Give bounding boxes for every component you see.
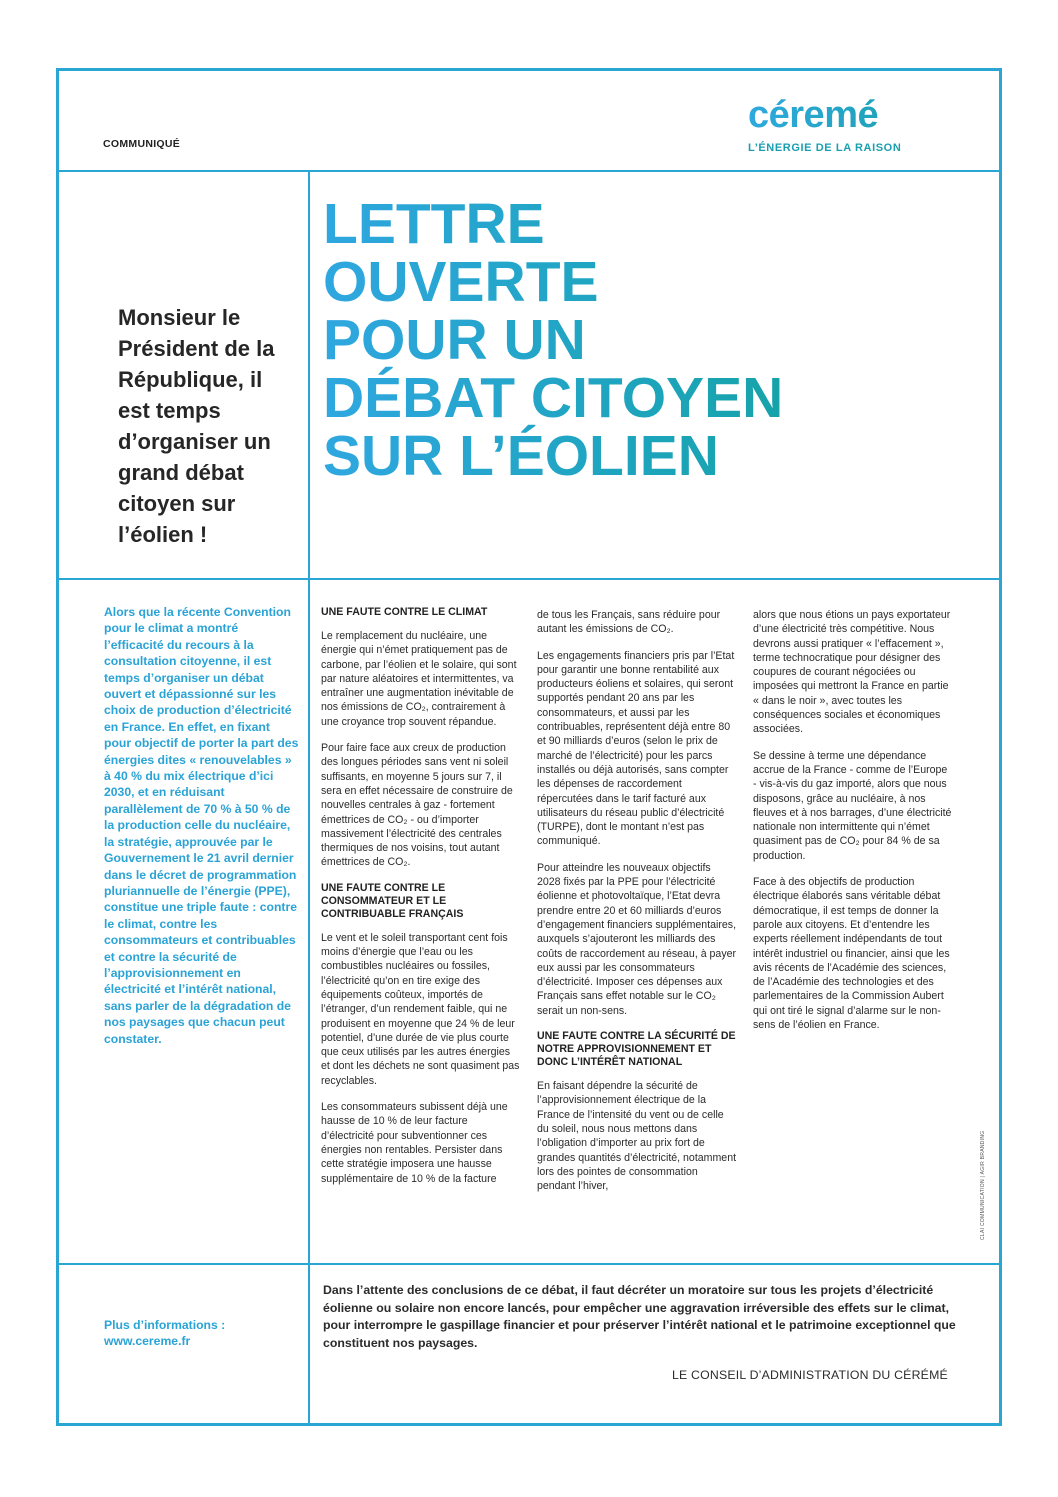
headline-line: POUR UN (323, 308, 586, 372)
more-info-label: Plus d’informations : (104, 1318, 226, 1332)
paragraph: Se dessine à terme une dépendance accrue de la France - comme de l’Europe - vis-à-vis du gaz importé, alors que nous disposons, grâce au nucléaire, à nos fleuves et à nos barrages, d’une électricité nationale non intermittente qui n’émet quasiment pas de CO₂ pour 84 % de sa production. (753, 749, 952, 862)
paragraph: Les consommateurs subissent déjà une hausse de 10 % de leur facture d’électricité pour subventionner ces énergies non rentables. Persister dans cette stratégie imposera une hausse supplémentaire de 10 % de la facture (321, 1101, 508, 1185)
headline-line: OUVERTE (323, 250, 599, 314)
headline-line: DÉBAT CITOYEN (323, 366, 784, 430)
website-link[interactable]: www.cereme.fr (104, 1334, 191, 1349)
headline (323, 192, 963, 488)
more-info (104, 1317, 225, 1350)
paragraph: En faisant dépendre la sécurité de l’approvisionnement électrique de la France de l’intensité du vent ou de celle du soleil, nous nous mettons dans l’obligation d’importer au prix fort de grandes quantités d’électricité, notamment lors des pointes de consommation pendant l’hiver, (537, 1080, 737, 1193)
paragraph: Pour atteindre les nouveaux objectifs 2028 fixés par la PPE pour l’électricité éolienne et photovoltaïque, l’Etat devra prendre entre 20 et 60 milliards d’euros d’engagement financiers supplémentaires, auxquels s’ajouteront les milliards des coûts de raccordement au réseau, à payer eux aussi par les consommateurs d’électricité. Imposer ces dépenses aux Français sans effet notable sur le CO₂ serait un non-sens. (537, 861, 737, 1017)
intro-text: Alors que la récente Convention pour le climat a montré l’efficacité du recours à la consultation citoyenne, il est temps d’organiser un débat ouvert et dépassionné sur les choix de production d’électricité en France. En effet, en fixant pour objectif de porter la part des énergies dites « renouvelables » à 40 % du mix électrique d’ici 2030, et en réduisant parallèlement de 70 % à 50 % de la production celle du nucléaire, la stratégie, approuvée par le Gouvernement le 21 avril dernier dans le décret de programmation pluriannuelle de l’énergie (PPE), constitue une triple faute : contre le climat, contre les consommateurs et contribuables et contre la sécurité de l’approvisionnement en électricité et l’intérêt national, sans parler de la dégradation de nos paysages que chacun peut constater. (104, 605, 299, 1046)
divider-left-column (308, 172, 310, 1423)
headline-line: LETTRE (323, 192, 545, 256)
article-column-2 (537, 608, 737, 1205)
logo-name: céremé (748, 96, 948, 134)
address-to-president: Monsieur le Président de la République, il est temps d’organiser un grand débat citoyen sur l’éolien ! (118, 305, 275, 547)
paragraph: Le vent et le soleil transportant cent fois moins d’énergie que l’eau ou les combustibles nucléaires ou fossiles, l’électricité qu’on en tire exige des équipements coûteux, importés de l’étranger, d’un rendement faible, qui ne produisent en moyenne que 24 % de leur potentiel, d’une durée de vie plus courte que ceux utilisés par les autres énergies et dont les déchets ne sont quasiment pas recyclables. (321, 931, 520, 1087)
section-heading-consumer: UNE FAUTE CONTRE LE CONSOMMATEUR ET LE CONTRIBUABLE FRANÇAIS (321, 881, 464, 920)
agency-credit: CLAI COMMUNICATION | AGIR BRANDING (980, 1130, 986, 1240)
divider-footer (59, 1263, 999, 1265)
paragraph: de tous les Français, sans réduire pour autant les émissions de CO₂. (537, 609, 721, 636)
signature: LE CONSEIL D’ADMINISTRATION DU CÉRÉMÉ (672, 1368, 948, 1382)
article-column-1 (321, 606, 521, 1198)
cereme-logo (748, 96, 948, 154)
article-column-3 (753, 608, 953, 1044)
paragraph: Face à des objectifs de production électrique élaborés sans véritable débat démocratique, il est temps de donner la parole aux citoyens. Et d’entendre les experts réellement indépendants de tout intérêt industriel ou financier, ainsi que les avis récents de l’Académie des sciences, de l’Académie des technologies et des parlementaires de la Commission Aubert qui ont tiré le signal d’alarme sur le non-sens de l’éolien en France. (753, 876, 950, 1032)
paragraph: Les engagements financiers pris par l’Etat pour garantir une bonne rentabilité aux producteurs éoliens et solaires, qui seront supportés pendant 20 ans par les consommateurs, et aussi par les contribuables, représentent déjà entre 80 et 90 milliards d’euros (selon le prix de marché de l’électricité) pour les parcs installés ou déjà autorisés, sans compter les dépenses de raccordement répercutées dans le tarif facturé aux utilisateurs du réseau public d’électricité (TURPE), dont le montant n’est pas communiqué. (537, 649, 735, 848)
paragraph: Pour faire face aux creux de production des longues périodes sans vent ni soleil suffisants, en moyenne 5 jours sur 7, il sera en effet nécessaire de construire de nouvelles centrales à gaz - fortement émettrices de CO₂ - ou d’importer massivement l’électricité des centrales thermiques de nos voisins, tout autant émettrices de CO₂. (321, 742, 513, 869)
divider-title (59, 578, 999, 580)
paragraph: Le remplacement du nucléaire, une énergie qui n’émet pratiquement pas de carbone, par l’éolien et le solaire, qui sont par nature aléatoires et intermittentes, va entraîner une augmentation inévitable de nos émissions de CO₂, contrairement à une croyance trop souvent répandue. (321, 630, 517, 728)
paragraph: alors que nous étions un pays exportateur d’une électricité très compétitive. Nous devrons aussi pratiquer « l’effacement », terme technocratique pour désigner des coupures de courant négociées ou imposées qui mettront la France en partie « dans le noir », avec toutes les conséquences sociales et économiques associées. (753, 609, 951, 736)
section-heading-climate: UNE FAUTE CONTRE LE CLIMAT (321, 606, 488, 618)
closing-statement: Dans l’attente des conclusions de ce débat, il faut décréter un moratoire sur tous les projets d’électricité éolienne ou solaire non encore lancés, pour empêcher une aggravation irréversible des effets sur le climat, pour interrompre le gaspillage financier et pour préserver l’intérêt national et le patrimoine exceptionnel que constituent nos paysages. (323, 1283, 956, 1350)
logo-tagline: L’ÉNERGIE DE LA RAISON (748, 142, 902, 154)
headline-line: SUR L’ÉOLIEN (323, 424, 719, 488)
divider-header (59, 170, 999, 172)
communique-label: COMMUNIQUÉ (103, 138, 181, 150)
section-heading-security: UNE FAUTE CONTRE LA SÉCURITÉ DE NOTRE APPROVISIONNEMENT ET DONC L’INTÉRÊT NATIONAL (537, 1030, 736, 1069)
